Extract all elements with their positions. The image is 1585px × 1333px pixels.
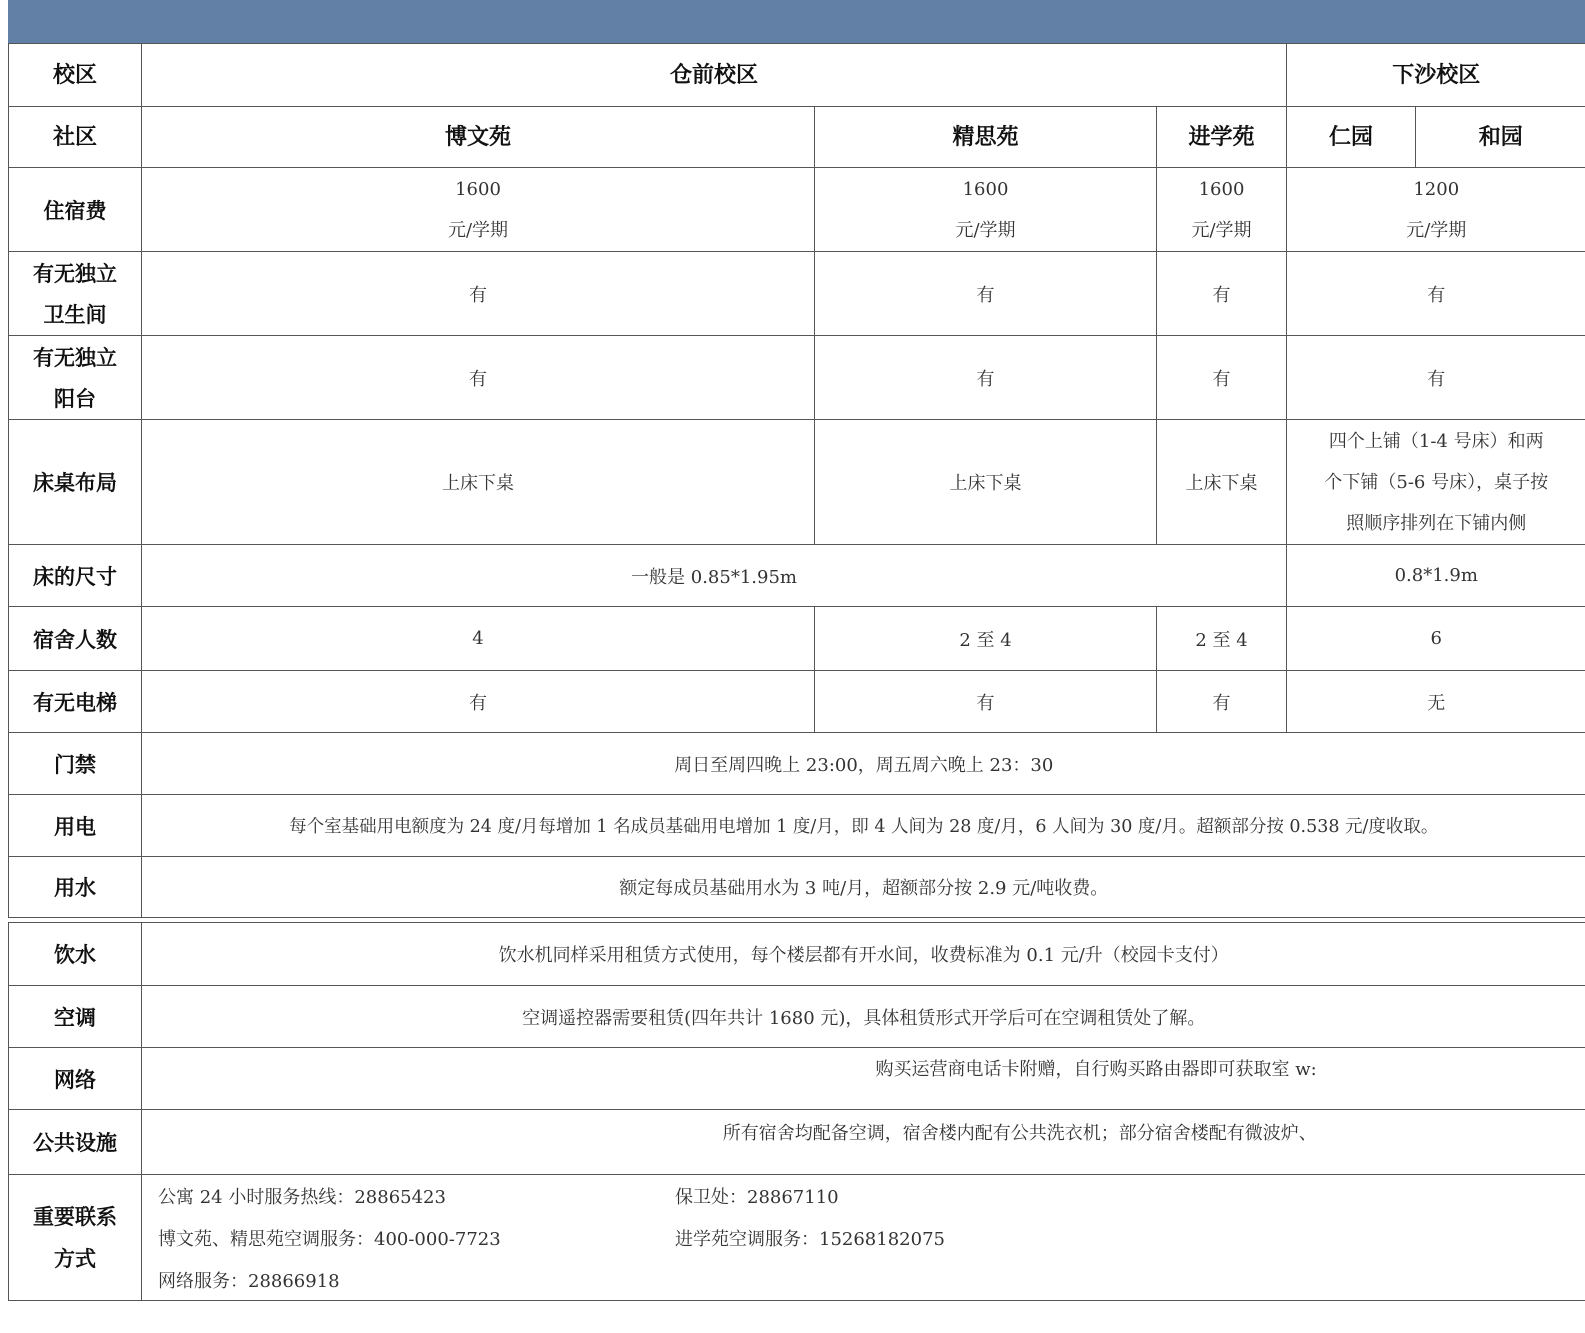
facilities-label: 公共设施 bbox=[9, 1110, 142, 1175]
table-row bbox=[9, 1175, 1585, 1301]
bathroom-bowen: 有 bbox=[142, 252, 815, 336]
bed-layout-jinxue: 上床下桌 bbox=[1157, 420, 1287, 545]
table-row bbox=[9, 336, 1585, 420]
community-heyuan: 和园 bbox=[1416, 107, 1585, 168]
balcony-bowen: 有 bbox=[142, 336, 815, 420]
table-row bbox=[9, 986, 1585, 1048]
bed-size-label: 床的尺寸 bbox=[9, 545, 142, 607]
table-row bbox=[9, 795, 1585, 857]
bathroom-label: 有无独立 卫生间 bbox=[9, 252, 142, 336]
balcony-jinxue: 有 bbox=[1157, 336, 1287, 420]
elevator-bowen: 有 bbox=[142, 671, 815, 733]
bed-layout-xiasha: 四个上铺（1-4 号床）和两 个下铺（5-6 号床），桌子按 照顺序排列在下铺内侧 bbox=[1287, 420, 1585, 545]
bed-layout-jingsi: 上床下桌 bbox=[815, 420, 1157, 545]
occupants-jingsi: 2 至 4 bbox=[815, 607, 1157, 671]
fee-jinxue: 1600 元/学期 bbox=[1157, 168, 1287, 252]
bathroom-xiasha: 有 bbox=[1287, 252, 1585, 336]
ac-label: 空调 bbox=[9, 986, 142, 1048]
elevator-jinxue: 有 bbox=[1157, 671, 1287, 733]
electricity-value: 每个室基础用电额度为 24 度/月每增加 1 名成员基础用电增加 1 度/月，即 4 人间为 28 度/月，6 人间为 30 度/月。超额部分按 0.538 元/度收取。 bbox=[142, 795, 1585, 857]
security-text: 保卫处：28867110 bbox=[675, 1187, 839, 1208]
table-row bbox=[9, 420, 1585, 545]
bathroom-jinxue: 有 bbox=[1157, 252, 1287, 336]
ac-value: 空调遥控器需要租赁(四年共计 1680 元)，具体租赁形式开学后可在空调租赁处了解。 bbox=[142, 986, 1585, 1048]
table-row bbox=[9, 923, 1585, 986]
community-jingsi: 精思苑 bbox=[815, 107, 1157, 168]
network-value: 购买运营商电话卡附赠，自行购买路由器即可获取室 w: bbox=[142, 1048, 1585, 1110]
balcony-xiasha: 有 bbox=[1287, 336, 1585, 420]
curfew-value: 周日至周四晚上 23:00，周五周六晚上 23：30 bbox=[142, 733, 1585, 795]
water-label: 用水 bbox=[9, 857, 142, 918]
header-bar bbox=[8, 0, 1585, 43]
ac-service-bowen-text: 博文苑、精思苑空调服务：400-000-7723 bbox=[158, 1229, 501, 1250]
community-renyuan: 仁园 bbox=[1287, 107, 1416, 168]
fee-label: 住宿费 bbox=[9, 168, 142, 252]
bed-layout-label: 床桌布局 bbox=[9, 420, 142, 545]
hotline-text: 公寓 24 小时服务热线：28865423 bbox=[158, 1187, 446, 1208]
bed-layout-bowen: 上床下桌 bbox=[142, 420, 815, 545]
table-row bbox=[9, 733, 1585, 795]
drinking-label: 饮水 bbox=[9, 923, 142, 986]
drinking-value: 饮水机同样采用租赁方式使用，每个楼层都有开水间，收费标准为 0.1 元/升（校园卡支付） bbox=[142, 923, 1585, 986]
table-row bbox=[9, 607, 1585, 671]
facilities-value: 所有宿舍均配备空调，宿舍楼内配有公共洗衣机；部分宿舍楼配有微波炉、 bbox=[142, 1110, 1585, 1175]
occupants-xiasha: 6 bbox=[1287, 607, 1585, 671]
occupants-jinxue: 2 至 4 bbox=[1157, 607, 1287, 671]
table-row bbox=[9, 857, 1585, 918]
bed-size-xiasha: 0.8*1.9m bbox=[1287, 545, 1585, 607]
fee-jingsi: 1600 元/学期 bbox=[815, 168, 1157, 252]
ac-service-jinxue-text: 进学苑空调服务：15268182075 bbox=[675, 1229, 945, 1250]
table-row bbox=[9, 107, 1585, 168]
fee-xiasha: 1200 元/学期 bbox=[1287, 168, 1585, 252]
table-row bbox=[9, 168, 1585, 252]
elevator-jingsi: 有 bbox=[815, 671, 1157, 733]
community-bowen: 博文苑 bbox=[142, 107, 815, 168]
contacts-label: 重要联系 方式 bbox=[9, 1175, 142, 1301]
water-value: 额定每成员基础用水为 3 吨/月，超额部分按 2.9 元/吨收费。 bbox=[142, 857, 1585, 918]
community-label: 社区 bbox=[9, 107, 142, 168]
electricity-label: 用电 bbox=[9, 795, 142, 857]
bed-size-cangqian: 一般是 0.85*1.95m bbox=[142, 545, 1287, 607]
table-row bbox=[9, 1048, 1585, 1110]
elevator-xiasha: 无 bbox=[1287, 671, 1585, 733]
table-row bbox=[9, 252, 1585, 336]
curfew-label: 门禁 bbox=[9, 733, 142, 795]
balcony-jingsi: 有 bbox=[815, 336, 1157, 420]
table-row bbox=[9, 671, 1585, 733]
network-label: 网络 bbox=[9, 1048, 142, 1110]
table-row bbox=[9, 545, 1585, 607]
community-jinxue: 进学苑 bbox=[1157, 107, 1287, 168]
contacts-value bbox=[142, 1175, 1585, 1301]
elevator-label: 有无电梯 bbox=[9, 671, 142, 733]
dorm-services-table bbox=[8, 922, 1585, 1301]
table-row bbox=[9, 44, 1585, 107]
bathroom-jingsi: 有 bbox=[815, 252, 1157, 336]
campus-xiasha: 下沙校区 bbox=[1287, 44, 1585, 107]
table-row bbox=[9, 1110, 1585, 1175]
dorm-info-table bbox=[8, 43, 1585, 918]
occupants-bowen: 4 bbox=[142, 607, 815, 671]
network-service-text: 网络服务：28866918 bbox=[158, 1271, 340, 1292]
balcony-label: 有无独立 阳台 bbox=[9, 336, 142, 420]
campus-cangqian: 仓前校区 bbox=[142, 44, 1287, 107]
occupants-label: 宿舍人数 bbox=[9, 607, 142, 671]
fee-bowen: 1600 元/学期 bbox=[142, 168, 815, 252]
campus-label: 校区 bbox=[9, 44, 142, 107]
